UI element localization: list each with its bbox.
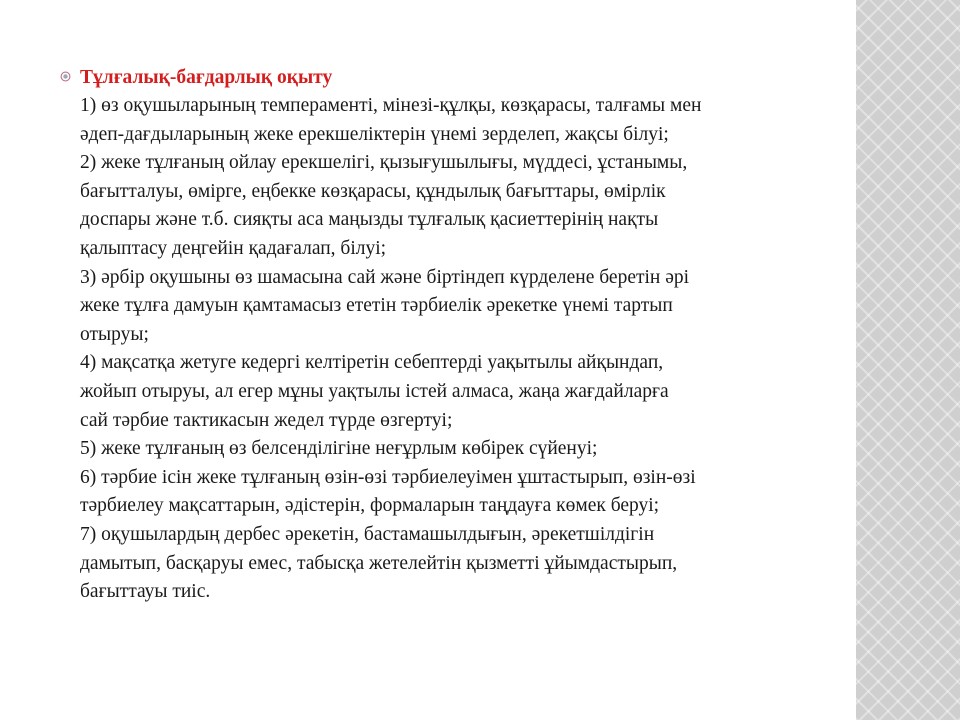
body-text-line: қалыптасу деңгейін қадағалап, білуі; <box>80 237 387 259</box>
body-text-line: жеке тұлға дамуын қамтамасыз ететін тәрбиелік әрекетке үнемі тартып <box>80 295 673 317</box>
body-text-line: 1) өз оқушыларының темпераменті, мінезі-құлқы, көзқарасы, талғамы мен <box>80 95 702 116</box>
body-text-line: дамытып, басқаруы емес, табысқа жетелейтін қызметті ұйымдастырып, <box>80 552 678 574</box>
decorative-side-panel <box>856 0 960 720</box>
body-text-line: сай тәрбие тактикасын жедел түрде өзгертуі; <box>80 409 453 431</box>
body-text-line: 7) оқушылардың дербес әрекетін, бастамашылдығын, әрекетшілдігін <box>80 523 655 545</box>
body-text-line: жойып отыруы, ал егер мұны уақтылы істей алмаса, жаңа жағдайларға <box>80 380 669 402</box>
bullet-heading-row <box>60 64 860 92</box>
slide-content <box>60 64 860 607</box>
body-text-line: 5) жеке тұлғаның өз белсенділігіне неғұрлым көбірек сүйенуі; <box>80 438 598 460</box>
body-text-line: 4) мақсатқа жетуге кедергі келтіретін себептерді уақытылы айқындап, <box>80 352 664 374</box>
body-text <box>60 92 860 607</box>
slide-heading: Тұлғалық-бағдарлық оқыту <box>80 67 333 88</box>
body-text-line: 3) әрбір оқушыны өз шамасына сай және біртіндеп күрделене беретін әрі <box>80 266 690 288</box>
body-text-line: бағытталуы, өмірге, еңбекке көзқарасы, құндылық бағыттары, өмірлік <box>80 180 666 202</box>
body-text-line: 6) тәрбие ісін жеке тұлғаның өзін-өзі тәрбиелеуімен ұштастырып, өзін-өзі <box>80 466 696 488</box>
body-text-line: бағыттауы тиіс. <box>80 581 211 603</box>
body-text-line: 2) жеке тұлғаның ойлау ерекшелігі, қызығушылығы, мүддесі, ұстанымы, <box>80 152 688 174</box>
circle-bullet-icon <box>60 71 71 82</box>
body-text-line: доспары және т.б. сияқты аса маңызды тұлғалық қасиеттерінің нақты <box>80 209 659 231</box>
body-text-line: әдеп-дағдыларының жеке ерекшеліктерін үнемі зерделеп, жақсы білуі; <box>80 123 669 145</box>
body-text-line: отыруы; <box>80 323 149 345</box>
body-text-line: тәрбиелеу мақсаттарын, әдістерін, формаларын таңдауға көмек беруі; <box>80 495 660 517</box>
